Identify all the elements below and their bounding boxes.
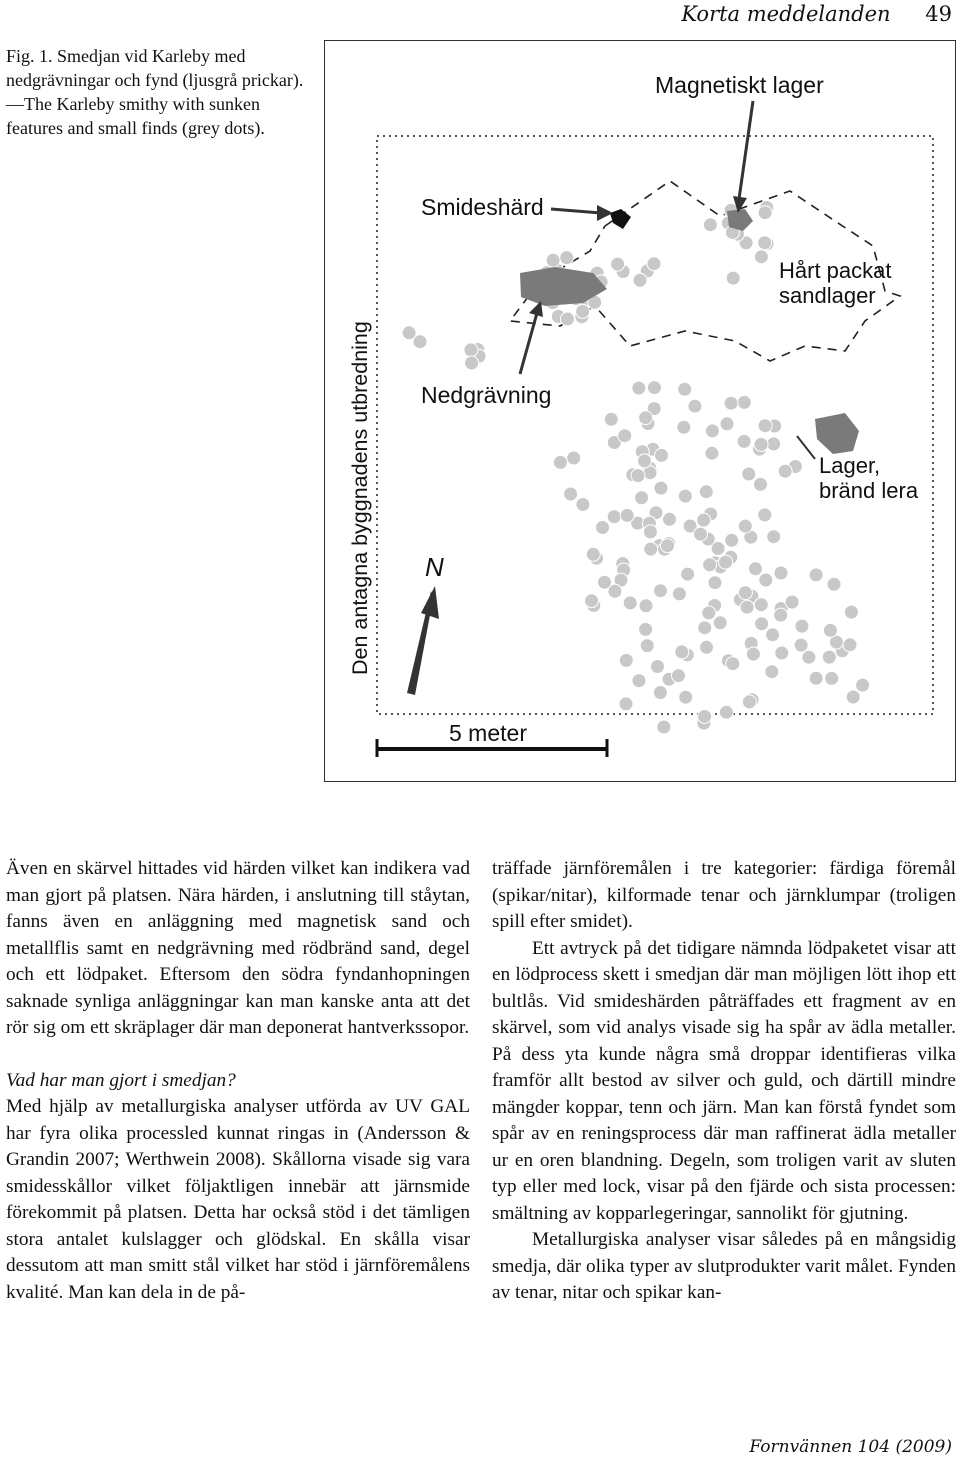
find-dot (699, 485, 713, 499)
find-dot (560, 251, 574, 265)
figure-caption: Fig. 1. Smedjan vid Karleby med nedgrävningar och fynd (ljusgrå prickar). —The Karleby smithy with sunken features and small finds (grey dots). (6, 46, 304, 138)
smithing-hearth-feature (610, 209, 631, 229)
find-dot (639, 622, 653, 636)
find-dot (681, 567, 695, 581)
find-dot (856, 678, 870, 692)
find-dot (651, 660, 665, 674)
paragraph: Med hjälp av metallurgiska analyser utförda av UV GAL har fyra olika processled kunnat ringas in (Andersson & Grandin 2007; Werthwein 2008). Skållorna visade sig vara smidesskållor vilket följaktligen innebär att järnsmide förekommit på platsen. Detta har också stöd i det tämligen stora antalet kulslagger och glödskal. En skålla visar dessutom att man smitt stål vilket har stöd i järnföremålens kvalité. Man kan dela in de på- (6, 1096, 470, 1303)
find-dot (746, 647, 760, 661)
footer-citation: Fornvännen 104 (2009) (749, 1437, 952, 1457)
find-dot (766, 628, 780, 642)
find-dot (655, 448, 669, 462)
find-dot (677, 420, 691, 434)
find-dot (402, 326, 416, 340)
find-dot (758, 236, 772, 250)
paragraph: Ett avtryck på det tidigare nämnda lödpaketet visar att en lödprocess skett i smedjan där man möjligen lött ihop ett bultlås. Vid smideshärden påträffades ett fragment av en skärvel, som vid analys visade sig ha spår av ädla metaller. På dess yta kunde några små droppar identifieras vilka framför allt bestod av silver och guld, och därtill mindre mängder koppar, tenn och järn. Man kan förstå fyndet som spår av en reningsprocess där man raffinerat ädla metaller ur en oren blandning. Degeln, som troligen varit av sluten typ eller med lock, visar på den fjärde och sista processen: smältning av kopparlegeringar, sannolikt för gjutning. (492, 937, 956, 1224)
find-dot (711, 542, 725, 556)
find-dot (640, 639, 654, 653)
find-dot (647, 257, 661, 271)
hearth-arrow (551, 209, 601, 213)
find-dot (698, 621, 712, 635)
find-dot (619, 653, 633, 667)
north-label: N (425, 552, 444, 582)
find-dot (754, 250, 768, 264)
find-dot (611, 257, 625, 271)
find-dot (725, 533, 739, 547)
find-dot (713, 616, 727, 630)
site-plan-figure (324, 40, 956, 782)
find-dot (672, 669, 686, 683)
find-dot (703, 218, 717, 232)
find-dot (843, 638, 857, 652)
find-dot (726, 271, 740, 285)
find-dot (700, 640, 714, 654)
find-dot (546, 253, 560, 267)
find-dot (775, 646, 789, 660)
find-dot (631, 469, 645, 483)
find-dot (754, 437, 768, 451)
find-dot (767, 530, 781, 544)
magnetic-layer-arrow (739, 101, 753, 199)
find-dot (737, 395, 751, 409)
page-number: 49 (925, 2, 952, 26)
find-dot (823, 623, 837, 637)
find-dot (639, 411, 653, 425)
find-dot (737, 434, 751, 448)
hard-sand-label-2: sandlager (779, 283, 876, 308)
find-dot (742, 467, 756, 481)
find-dot (607, 510, 621, 524)
find-dot (675, 645, 689, 659)
find-dot (619, 697, 633, 711)
find-dot (618, 429, 632, 443)
magnetic-layer-label: Magnetiskt lager (655, 72, 824, 98)
find-dot (705, 446, 719, 460)
find-dot (754, 477, 768, 491)
burnt-clay-label-2: bränd lera (819, 478, 919, 503)
find-dot (702, 606, 716, 620)
find-dot (644, 542, 658, 556)
find-dot (726, 657, 740, 671)
find-dot (576, 498, 590, 512)
subheading: Vad har man gjort i smedjan? (6, 1069, 236, 1091)
find-dot (767, 437, 781, 451)
find-dot (740, 600, 754, 614)
find-dot (802, 650, 816, 664)
find-dot (742, 695, 756, 709)
find-dot (661, 539, 675, 553)
find-dot (758, 508, 772, 522)
find-dot (774, 566, 788, 580)
find-dot (719, 555, 733, 569)
find-dot (724, 396, 738, 410)
site-plan-map (325, 41, 957, 783)
find-dot (632, 674, 646, 688)
paragraph: träffade järnföremålen i tre kategorier: färdiga föremål (spikar/nitar), kilformade tenar och järnklumpar (troligen spill efter smidet). (492, 858, 956, 932)
find-dot (720, 417, 734, 431)
find-dot (608, 584, 622, 598)
find-dot (623, 596, 637, 610)
find-dot (754, 598, 768, 612)
find-dot (785, 595, 799, 609)
burnt-clay-arrow (797, 436, 815, 459)
find-dot (778, 464, 792, 478)
find-dot (654, 584, 668, 598)
find-dot (638, 454, 652, 468)
find-dot (774, 608, 788, 622)
find-dot (678, 489, 692, 503)
find-dot (604, 412, 618, 426)
find-dot (809, 671, 823, 685)
find-dot (698, 710, 712, 724)
find-dot (708, 576, 722, 590)
hard-sand-label-1: Hårt packat (779, 258, 892, 283)
find-dot (697, 513, 711, 527)
paragraph: Metallurgiska analyser visar således på en mångsidig smedja, där olika typer av slutprodukter varit målet. Fynden av tenar, nitar och spikar kan- (492, 1229, 956, 1303)
find-dot (809, 568, 823, 582)
find-dot (844, 605, 858, 619)
find-dot (672, 587, 686, 601)
find-dot (653, 686, 667, 700)
hearth-label: Smideshärd (421, 194, 544, 220)
find-dot (560, 312, 574, 326)
find-dot (553, 455, 567, 469)
find-dot (749, 562, 763, 576)
find-dot (846, 690, 860, 704)
find-dot (567, 451, 581, 465)
find-dot (564, 487, 578, 501)
find-dot (657, 720, 671, 734)
text-column-left (6, 856, 470, 1306)
find-dot (795, 619, 809, 633)
find-dot (827, 577, 841, 591)
find-dot (703, 558, 717, 572)
scale-label: 5 meter (449, 720, 527, 746)
find-dot (758, 206, 772, 220)
find-dot (647, 381, 661, 395)
find-dot (738, 586, 752, 600)
find-dot (576, 304, 590, 318)
burnt-clay-label-1: Lager, (819, 453, 881, 478)
find-dot (822, 650, 836, 664)
journal-section: Korta meddelanden (681, 2, 891, 26)
find-dot (585, 594, 599, 608)
find-dot (759, 573, 773, 587)
burnt-clay-feature (815, 413, 859, 454)
find-dot (758, 419, 772, 433)
paragraph: Även en skärvel hittades vid härden vilket kan indikera vad man gjort på platsen. Nära härden, i anslutning till ståytan, fanns även en anläggning med magnetisk sand och metallflis samt en nedgrävning med rödbränd sand, degel och ett lödpaket. Eftersom den södra fyndanhopningen saknade synliga anläggningar kan man kanske anta att det rör sig om ett skräplager där man deponerat hantverkssopor. (6, 858, 470, 1038)
find-dot (765, 665, 779, 679)
find-dot (639, 599, 653, 613)
find-dot (678, 382, 692, 396)
find-dot (465, 356, 479, 370)
find-dot (679, 690, 693, 704)
find-dot (794, 638, 808, 652)
find-dot (643, 525, 657, 539)
find-dot (632, 381, 646, 395)
find-dot (719, 705, 733, 719)
find-dot (654, 481, 668, 495)
find-dot (825, 671, 839, 685)
find-dot (738, 519, 752, 533)
find-dot (688, 399, 702, 413)
find-dot (464, 343, 478, 357)
text-column-right (492, 856, 956, 1307)
find-dot (663, 512, 677, 526)
find-dot (596, 521, 610, 535)
find-dot (705, 424, 719, 438)
find-dot (620, 508, 634, 522)
find-dot (633, 273, 647, 287)
find-dot (586, 547, 600, 561)
find-dot (635, 491, 649, 505)
running-head (681, 2, 952, 26)
pit-label: Nedgrävning (421, 382, 552, 408)
find-dot (694, 527, 708, 541)
find-dot (755, 617, 769, 631)
building-extent-label: Den antagna byggnadens utbredning (348, 321, 372, 675)
